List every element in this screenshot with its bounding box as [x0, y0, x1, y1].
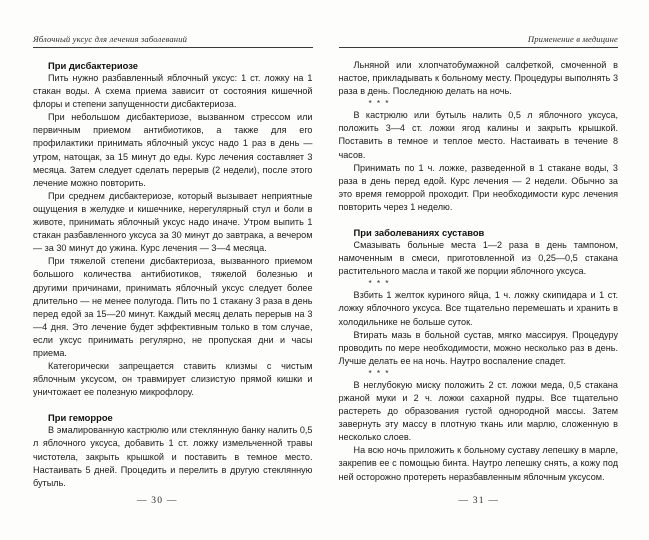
- paragraph: Категорически запрещается ставить клизмы с чистым яблочным уксусом, он травмирует слизистую прямой кишки и уничтожает ее полезную микрофлору.: [33, 361, 313, 398]
- paragraph: В эмалированную кастрюлю или стеклянную банку налить 0,5 л яблочного уксуса, добавить 1 ст. ложку измельченной травы чистотела, закрыть крышкой и поставить в темное место. Настаивать 5 дней. Процедить и перелить в другую стеклянную бутыль.: [33, 425, 313, 488]
- section-separator: * * *: [368, 98, 390, 109]
- page-gutter: [324, 0, 325, 540]
- right-column-body: [339, 59, 619, 484]
- section-separator: * * *: [368, 367, 390, 378]
- right-page-number: — 31 —: [458, 495, 500, 506]
- section-heading-disbakterioz: При дисбактериозе: [48, 60, 138, 71]
- left-header-rule: [33, 47, 313, 48]
- paragraph: Принимать по 1 ч. ложке, разведенной в 1 стакане воды, 3 раза в день перед едой. Курс лечения — 2 недели. Обычно за это время геморрой проходит. При необходимости курс лечения повторить через 1 неделю.: [338, 162, 618, 212]
- right-header-rule: [339, 47, 619, 48]
- paragraph: При среднем дисбактериозе, который вызывает неприятные ощущения в желудке и кишечнике, нерегулярный стул и боли в животе, принимать яблочный уксус надо иначе. Утром выпить 1 стакан разбавленного уксуса за 30 минут до завтрака, а вечером — за 30 минут до ужина. Курс лечения — 3—4 месяца.: [33, 190, 313, 254]
- right-running-head: Применение в медицине: [527, 34, 618, 44]
- section-heading-gemorroy: При геморрое: [48, 412, 113, 424]
- left-column-body: [33, 59, 313, 490]
- section-heading-sustavy: При заболеваниях суставов: [353, 227, 485, 239]
- paragraph: Взбить 1 желток куриного яйца, 1 ч. ложку скипидара и 1 ст. ложку яблочного уксуса. Все тщательно перемешать и хранить в холодильнике не больше суток.: [338, 290, 618, 327]
- paragraph: Пить нужно разбавленный яблочный уксус: 1 ст. ложку на 1 стакан воды. А схема приема зависит от состояния кишечной флоры и степени запущенности дисбактериоза.: [33, 73, 313, 110]
- left-page-number: — 30 —: [136, 495, 178, 506]
- left-running-head: Яблочный уксус для лечения заболеваний: [33, 34, 188, 44]
- paragraph: Смазывать больные места 1—2 раза в день тампоном, намоченным в смеси, приготовленной из 0,25—0,5 стакана растительного масла и такой же порции яблочного уксуса.: [338, 240, 618, 277]
- paragraph: В неглубокую миску положить 2 ст. ложки меда, 0,5 стакана ржаной муки и 2 ч. ложки сахарной пудры. Все тщательно растереть до образования густой однородной массы. Затем завернуть эту массу в плотную ткань или марлю, сложенную в несколько слоев.: [338, 379, 618, 443]
- paragraph: Втирать мазь в больной сустав, мягко массируя. Процедуру проводить по мере необходимости, можно несколько раз в день. Лучше делать ее на ночь. Наутро воспаление спадет.: [338, 329, 618, 366]
- paragraph: При тяжелой степени дисбактериоза, вызванного приемом большого количества антибиотиков, тяжелой болезнью и другими причинами, принимать яблочный уксус следует более длительно — не менее полугода. Пить по 1 стакану 3 раза в день перед едой за 15—20 минут. Каждый месяц делать перерыв на 3—4 дня. Это лечение будет эффективным только в том случае, если уксус принимать регулярно, не пропуская дни и часы приема.: [33, 256, 313, 358]
- paragraph: При небольшом дисбактериозе, вызванном стрессом или первичным приемом антибиотиков, а также для его профилактики принимать яблочный уксус надо 1 раз в день — утром, натощак, за 15 минут до еды. Курс лечения составляет 3 месяца. Затем следует сделать перерыв (2 недели), после этого лечение можно повторить.: [33, 112, 313, 188]
- paragraph: В кастрюлю или бутыль налить 0,5 л яблочного уксуса, положить 3—4 ст. ложки ягод калины и закрыть крышкой. Поставить в темное и теплое место. Настаивать в течение 8 часов.: [338, 110, 618, 160]
- paragraph: На всю ночь приложить к больному суставу лепешку в марле, закрепив ее с помощью бинта. Наутро лепешку снять, а кожу под ней осторожно протереть неразбавленным яблочным уксусом.: [338, 445, 618, 482]
- section-separator: * * *: [368, 278, 390, 289]
- paragraph: Льняной или хлопчатобумажной салфеткой, смоченной в настое, прикладывать к больному месту. Процедуры выполнять 3 раза в день. Последнюю делать на ночь.: [338, 60, 618, 97]
- right-page: [325, 0, 649, 540]
